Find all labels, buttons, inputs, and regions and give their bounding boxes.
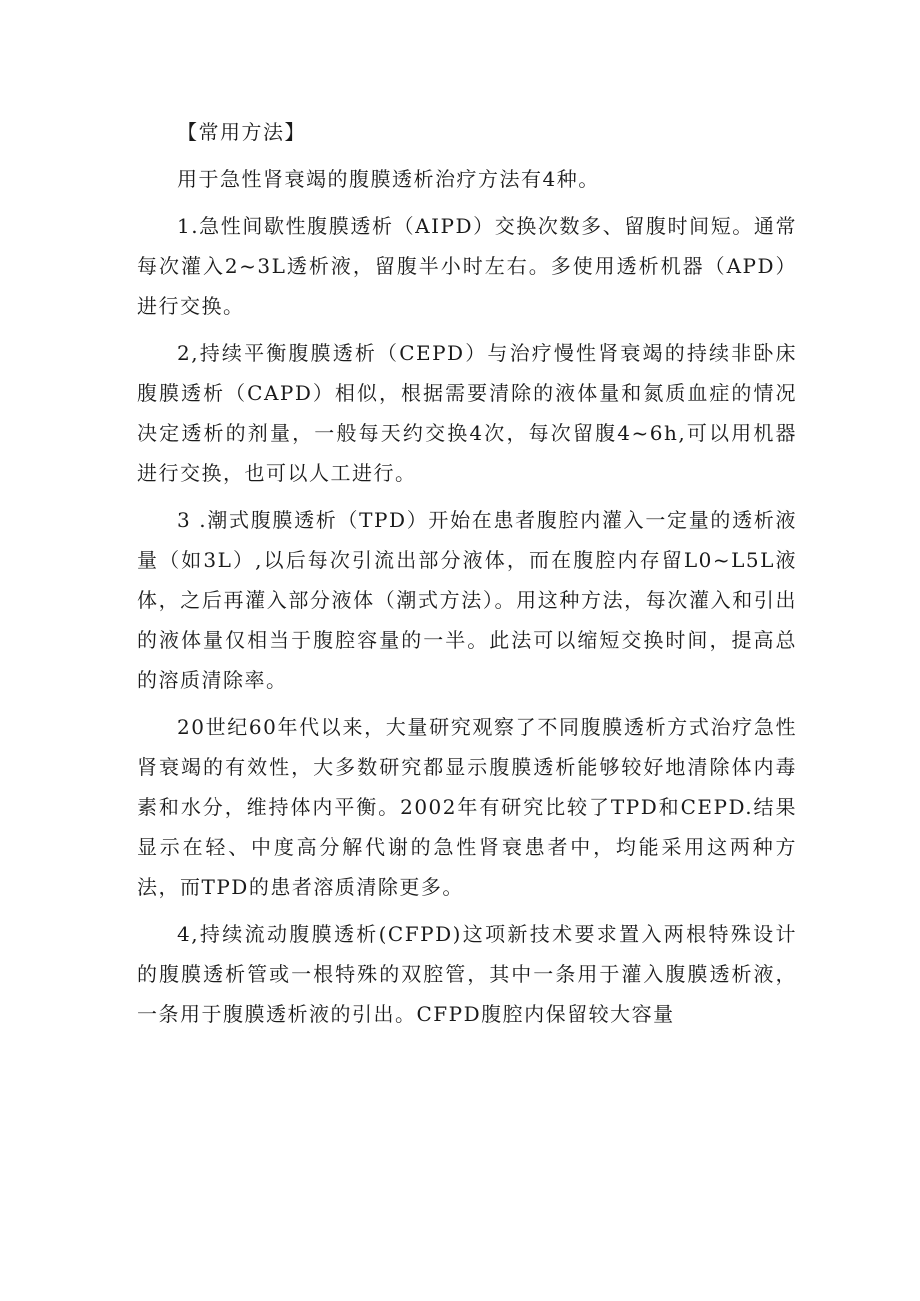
paragraph-intro: 用于急性肾衰竭的腹膜透析治疗方法有4种。: [177, 167, 600, 191]
paragraph-aipd: 1.急性间歇性腹膜透析（AIPD）交换次数多、留腹时间短。通常每次灌入2~3L透析液，留腹半小时左右。多使用透析机器（APD）进行交换。: [137, 214, 797, 318]
section-heading: 【常用方法】: [177, 120, 306, 144]
paragraph-tpd: 3 .潮式腹膜透析（TPD）开始在患者腹腔内灌入一定量的透析液量（如3L）,以后每次引流出部分液体，而在腹腔内存留L0~L5L液体，之后再灌入部分液体（潮式方法）。用这种方法，每次灌入和引出的液体量仅相当于腹腔容量的一半。此法可以缩短交换时间，提高总的溶质清除率。: [137, 508, 797, 692]
paragraph-research: 20世纪60年代以来，大量研究观察了不同腹膜透析方式治疗急性肾衰竭的有效性，大多数研究都显示腹膜透析能够较好地清除体内毒素和水分，维持体内平衡。2002年有研究比较了TPD和CEPD.结果显示在轻、中度高分解代谢的急性肾衰患者中，均能采用这两种方法，而TPD的患者溶质清除更多。: [137, 715, 797, 899]
paragraph-cfpd: 4,持续流动腹膜透析(CFPD)这项新技术要求置入两根特殊设计的腹膜透析管或一根特殊的双腔管，其中一条用于灌入腹膜透析液，一条用于腹膜透析液的引出。CFPD腹腔内保留较大容量: [137, 922, 797, 1026]
paragraph-cepd: 2,持续平衡腹膜透析（CEPD）与治疗慢性肾衰竭的持续非卧床腹膜透析（CAPD）相似，根据需要清除的液体量和氮质血症的情况决定透析的剂量，一般每天约交换4次，每次留腹4~6h,可以用机器进行交换，也可以人工进行。: [137, 341, 797, 485]
document-body: [137, 112, 797, 1041]
